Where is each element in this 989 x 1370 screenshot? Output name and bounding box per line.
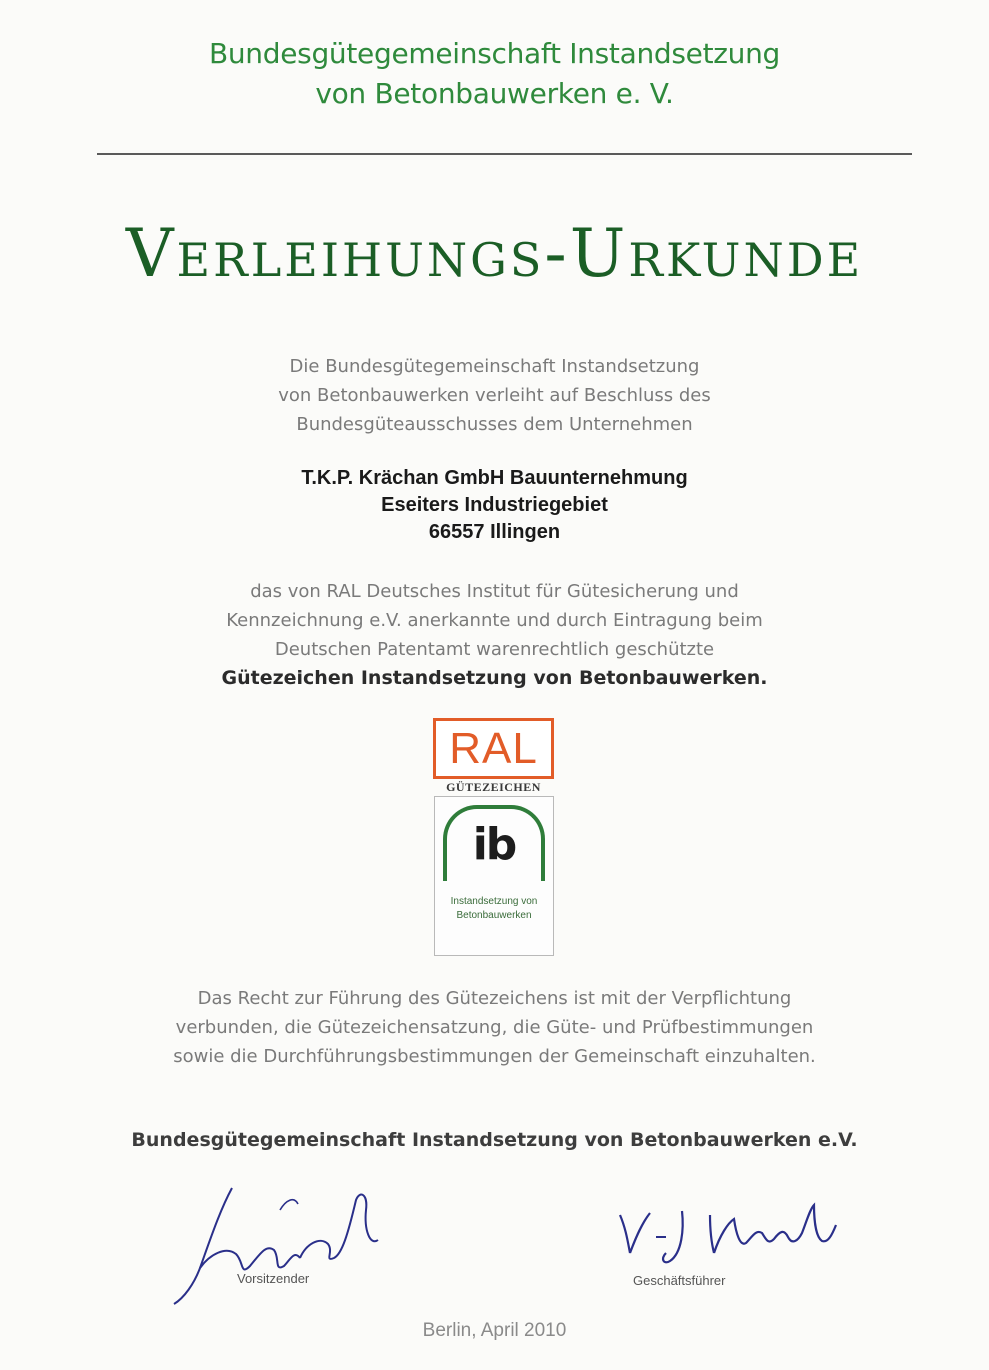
company-city: 66557 Illingen bbox=[428, 521, 561, 543]
grant-line: das von RAL Deutsches Institut für Gütesicherung und bbox=[250, 581, 739, 602]
issuer-footer: Bundesgütegemeinschaft Instandsetzung von Betonbauwerken e.V. bbox=[131, 1129, 858, 1151]
issuer-header-line1: Bundesgütegemeinschaft Instandsetzung bbox=[208, 37, 781, 70]
obligation-line: Das Recht zur Führung des Gütezeichens ist mit der Verpflichtung bbox=[197, 988, 792, 1009]
obligation-line: verbunden, die Gütezeichensatzung, die Güte- und Prüfbestimmungen bbox=[175, 1017, 814, 1038]
ral-logo-subtitle: GÜTEZEICHEN bbox=[446, 780, 541, 794]
ib-quality-logo bbox=[434, 796, 554, 956]
grant-line: Deutschen Patentamt warenrechtlich geschützte bbox=[274, 639, 715, 660]
managing-director-role: Geschäftsführer bbox=[633, 1273, 726, 1288]
ib-logo-text: ib bbox=[472, 819, 516, 870]
document-title-text: Verleihungs-Urkunde bbox=[125, 215, 864, 292]
ral-logo bbox=[433, 718, 554, 796]
intro-line: Die Bundesgütegemeinschaft Instandsetzung bbox=[289, 356, 700, 377]
issuer-header-line2: von Betonbauwerken e. V. bbox=[315, 77, 674, 110]
intro-line: Bundesgüteausschusses dem Unternehmen bbox=[296, 414, 693, 435]
chairman-signature bbox=[170, 1180, 390, 1310]
chairman-role: Vorsitzender bbox=[237, 1271, 310, 1286]
intro-line: von Betonbauwerken verleiht auf Beschluss des bbox=[278, 385, 711, 406]
issuer-header bbox=[0, 34, 989, 114]
ib-caption-line2: Betonbauwerken bbox=[456, 910, 532, 921]
ib-caption-line1: Instandsetzung von bbox=[450, 896, 538, 907]
header-divider bbox=[97, 153, 912, 155]
grant-paragraph bbox=[0, 577, 989, 693]
document-title bbox=[0, 212, 989, 296]
recipient-company bbox=[0, 465, 989, 546]
managing-director-signature bbox=[610, 1195, 850, 1275]
quality-mark-name: Gütezeichen Instandsetzung von Betonbauwerken. bbox=[221, 667, 768, 689]
company-name: T.K.P. Krächan GmbH Bauunternehmung bbox=[301, 467, 688, 489]
intro-paragraph bbox=[0, 352, 989, 439]
obligation-paragraph bbox=[0, 984, 989, 1071]
place-and-date: Berlin, April 2010 bbox=[422, 1320, 567, 1341]
ral-logo-box: RAL bbox=[433, 718, 554, 779]
grant-line: Kennzeichnung e.V. anerkannte und durch Eintragung beim bbox=[226, 610, 763, 631]
company-street: Eseiters Industriegebiet bbox=[381, 494, 608, 516]
obligation-line: sowie die Durchführungsbestimmungen der Gemeinschaft einzuhalten. bbox=[173, 1046, 816, 1067]
ib-logo-caption bbox=[435, 895, 553, 923]
